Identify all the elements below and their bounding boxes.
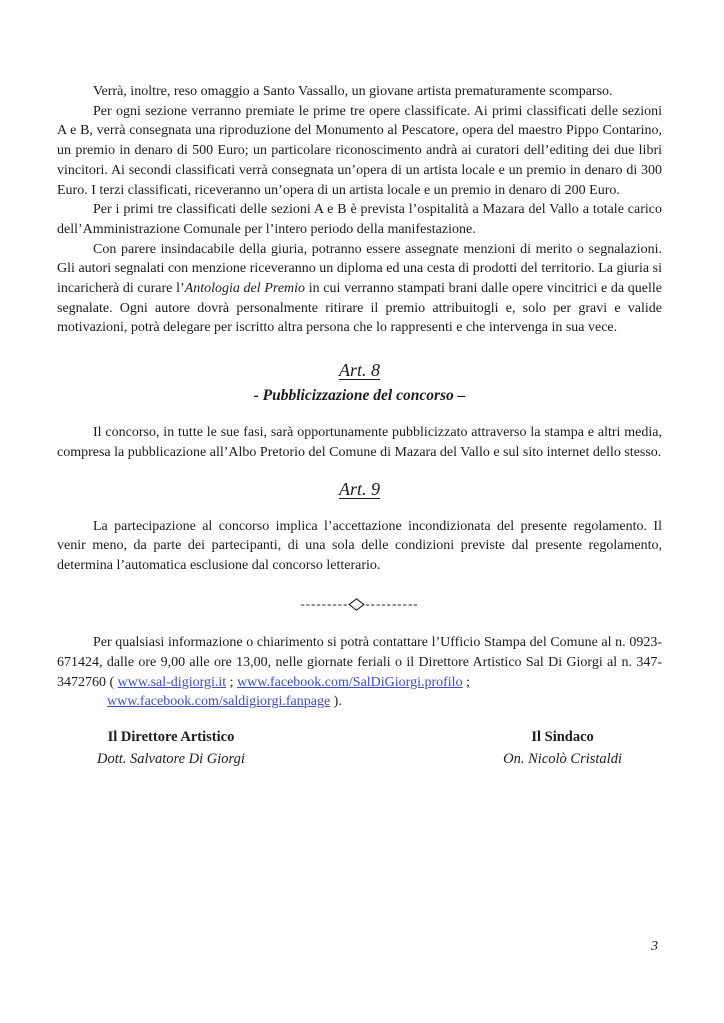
separator-dashes-left: --------- (300, 595, 349, 611)
mentions-text-before: Con parere insindacabile della giuria, potranno essere assegnate menzioni di merito o segnalazioni. Gli autori segnalati con menzione riceveranno un diploma ed una cesta di prodotti del territorio. La giuria si incaricherà di curare l’ (57, 241, 662, 297)
art8-heading-text: Art. 8 (338, 360, 380, 381)
signature-artistic-director (97, 726, 245, 770)
diamond-icon (349, 598, 366, 611)
separator-dashes-right: ---------- (365, 595, 419, 611)
contact-text-after: ). (330, 694, 342, 710)
contact-text-before: Per qualsiasi informazione o chiarimento si potrà contattare l’Ufficio Stampa del Comune al n. 0923-671424, dalle ore 9,00 alle ore 13,00, nelle giornate feriali o il Direttore Artistico Sal Di Giorgi al n. 347-3472760 ( (57, 635, 662, 690)
paragraph-art9-body: La partecipazione al concorso implica l’accettazione incondizionata del presente regolamento. Il venir meno, da parte dei partecipanti, di una sola delle condizioni previste dal presente regolamento, determina l’automatica esclusione dal concorso letterario. (57, 518, 662, 573)
paragraph-prizes: Per ogni sezione verranno premiate le prime tre opere classificate. Ai primi classificati delle sezioni A e B, verrà consegnata una riproduzione del Monumento al Pescatore, opera del maestro Pippo Contarino, un premio in denaro di 500 Euro; un particolare riconoscimento andrà ai curatori dell’editing dei due libri vincitori. Ai secondi classificati verrà consegnata un’opera di un artista locale e un premio in denaro di 300 Euro. I terzi classificati, riceveranno un’opera di un artista locale e un premio in denaro di 200 Euro. (57, 103, 662, 198)
paragraph-hospitality: Per i primi tre classificati delle sezioni A e B è prevista l’ospitalità a Mazara del Vallo a totale carico dell’Amministrazione Comunale per l’intero periodo della manifestazione. (57, 202, 662, 237)
page-number: 3 (651, 939, 658, 954)
art9-heading-text: Art. 9 (338, 478, 380, 499)
link-facebook-fanpage[interactable]: www.facebook.com/saldigiorgi.fanpage (107, 694, 331, 710)
art9-heading (57, 477, 662, 501)
paragraph-art8-body: Il concorso, in tutte le sue fasi, sarà opportunamente pubblicizzato attraverso la stampa e altri media, compresa la pubblicazione all’Albo Pretorio del Comune di Mazara del Vallo e sul sito internet dello stesso. (57, 425, 662, 460)
anthology-title: Antologia del Premio (184, 281, 306, 297)
artistic-director-title: Il Direttore Artistico (107, 729, 235, 746)
signature-block (97, 726, 622, 770)
artistic-director-name: Dott. Salvatore Di Giorgi (97, 751, 245, 768)
link-sal-digiorgi[interactable]: www.sal-digiorgi.it (117, 674, 227, 690)
art8-subtitle: - Pubblicizzazione del concorso – (253, 387, 466, 405)
mentions-text-after: in cui verranno stampati brani dalle opere vincitrici e da quelle segnalate. Ogni autore dovrà personalmente ritirare il premio attribuitogli e, solo per gravi e valide motivazioni, potrà delegare per iscritto altra persona che lo rappresenti e che intervenga in sua vece. (57, 281, 662, 336)
contact-separator-2: ; (462, 674, 470, 690)
paragraph-contact (57, 633, 662, 712)
mayor-title: Il Sindaco (531, 729, 594, 746)
paragraph-mentions (57, 240, 662, 339)
link-facebook-profile[interactable]: www.facebook.com/SalDiGiorgi.profilo (237, 674, 463, 690)
art8-heading (57, 358, 662, 382)
contact-separator-1: ; (226, 674, 238, 690)
paragraph-homage: Verrà, inoltre, reso omaggio a Santo Vassallo, un giovane artista prematuramente scomparso. (93, 84, 613, 99)
mayor-name: On. Nicolò Cristaldi (503, 751, 622, 768)
section-separator (57, 594, 662, 614)
signature-mayor (503, 726, 622, 770)
